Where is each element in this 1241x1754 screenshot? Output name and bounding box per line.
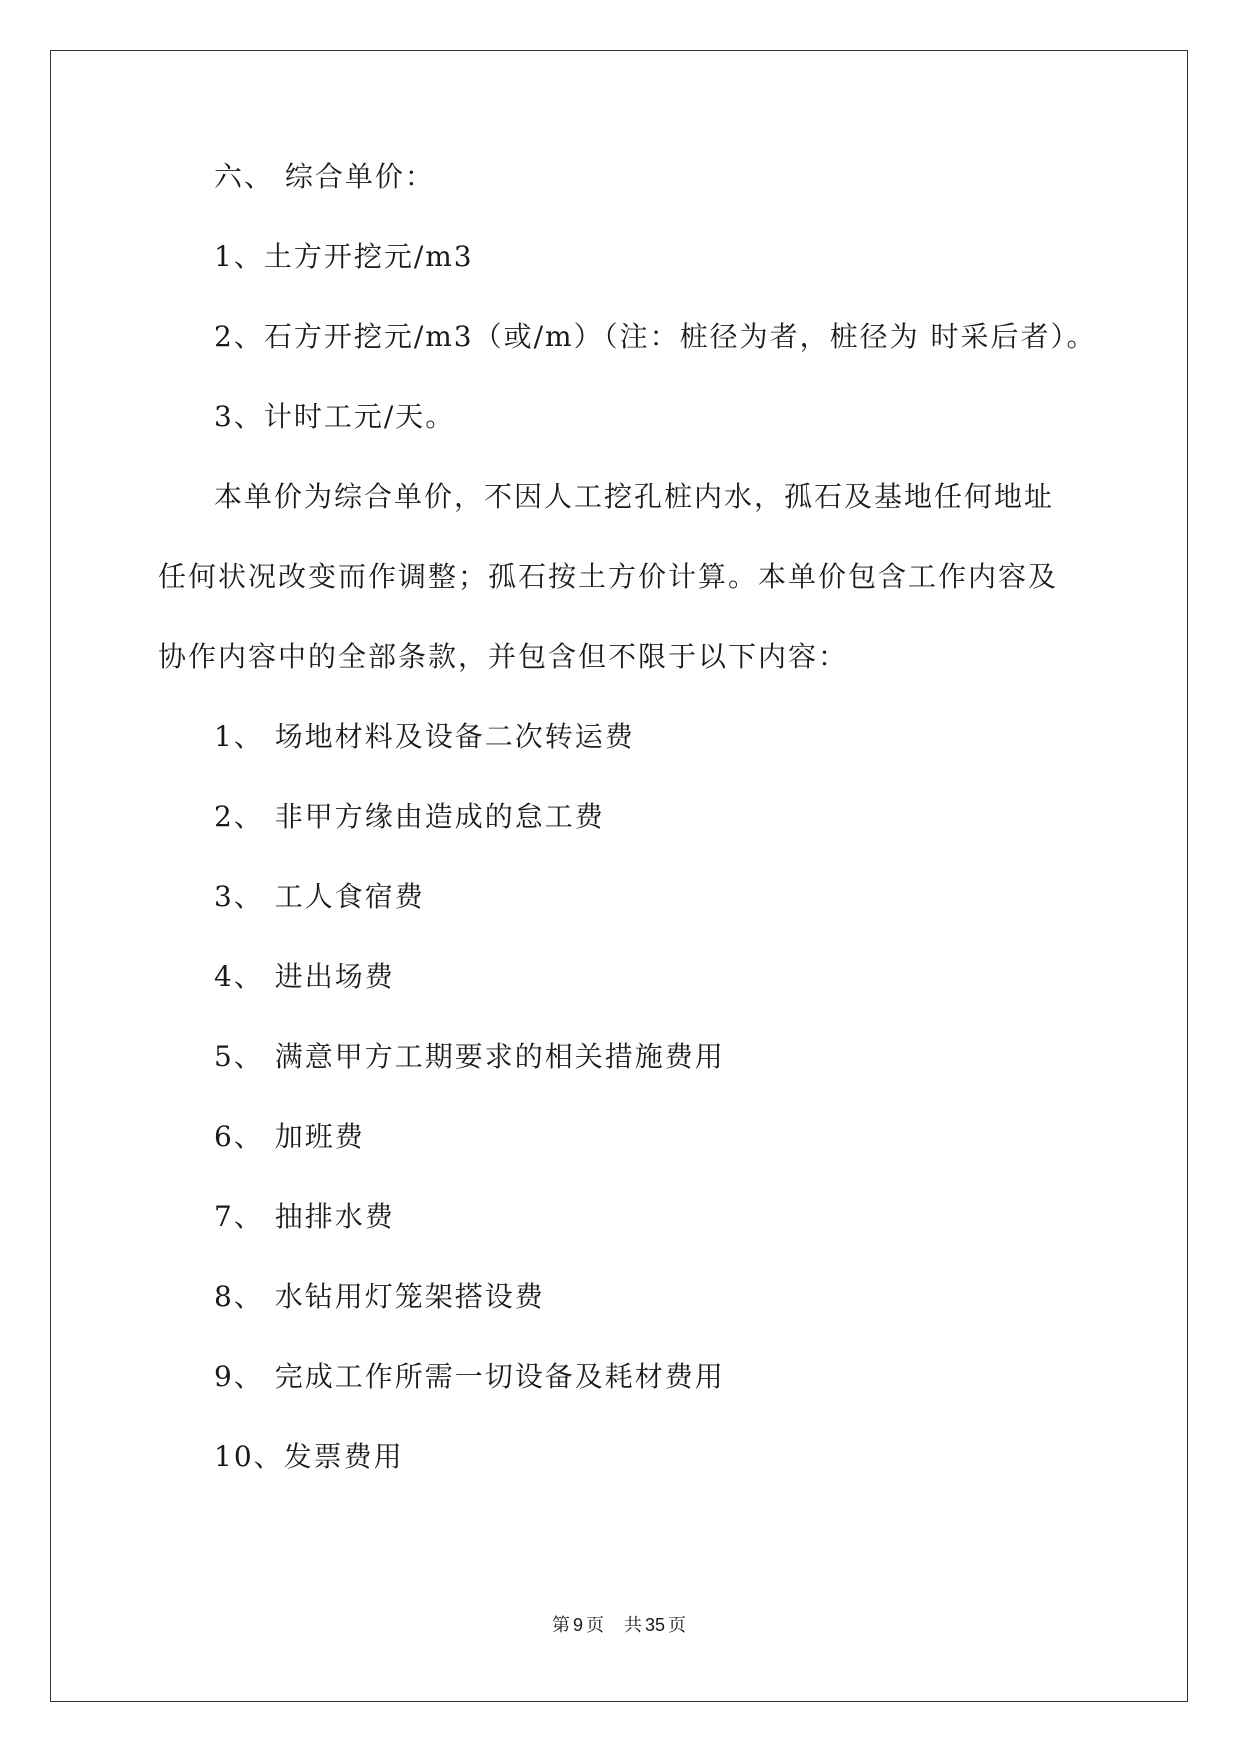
price-item: 3、计时工元/天。 [214, 400, 456, 433]
footer-total-suffix: 页 [668, 1615, 687, 1636]
included-item: 9、 完成工作所需一切设备及耗材费用 [214, 1360, 725, 1393]
included-item: 8、 水钻用灯笼架搭设费 [214, 1280, 545, 1313]
included-item: 3、 工人食宿费 [214, 880, 425, 913]
price-item: 2、石方开挖元/m3（或/m）（注：桩径为者，桩径为 时采后者）。 [214, 320, 1097, 353]
page-footer [51, 1613, 1187, 1638]
included-item: 4、 进出场费 [214, 960, 395, 993]
paragraph-line: 协作内容中的全部条款，并包含但不限于以下内容： [158, 640, 849, 673]
footer-total-pages: 35 [644, 1615, 666, 1635]
page-frame [50, 50, 1188, 1702]
footer-total-prefix: 共 [623, 1615, 642, 1636]
price-item: 1、土方开挖元/m3 [214, 240, 474, 273]
footer-page-suffix: 页 [585, 1615, 604, 1636]
included-item: 6、 加班费 [214, 1120, 365, 1153]
paragraph-line: 任何状况改变而作调整；孤石按土方价计算。本单价包含工作内容及 [158, 560, 1059, 593]
included-item: 5、 满意甲方工期要求的相关措施费用 [214, 1040, 725, 1073]
included-item: 2、 非甲方缘由造成的怠工费 [214, 800, 605, 833]
included-item: 10、发票费用 [214, 1440, 404, 1473]
footer-page-number: 9 [572, 1615, 583, 1635]
included-item: 1、 场地材料及设备二次转运费 [214, 720, 635, 753]
footer-page-prefix: 第 [551, 1615, 570, 1636]
section-heading: 六、 综合单价： [214, 160, 435, 193]
paragraph-line: 本单价为综合单价，不因人工挖孔桩内水，孤石及基地任何地址 [214, 480, 1055, 513]
included-item: 7、 抽排水费 [214, 1200, 395, 1233]
page-content [51, 51, 1187, 1701]
